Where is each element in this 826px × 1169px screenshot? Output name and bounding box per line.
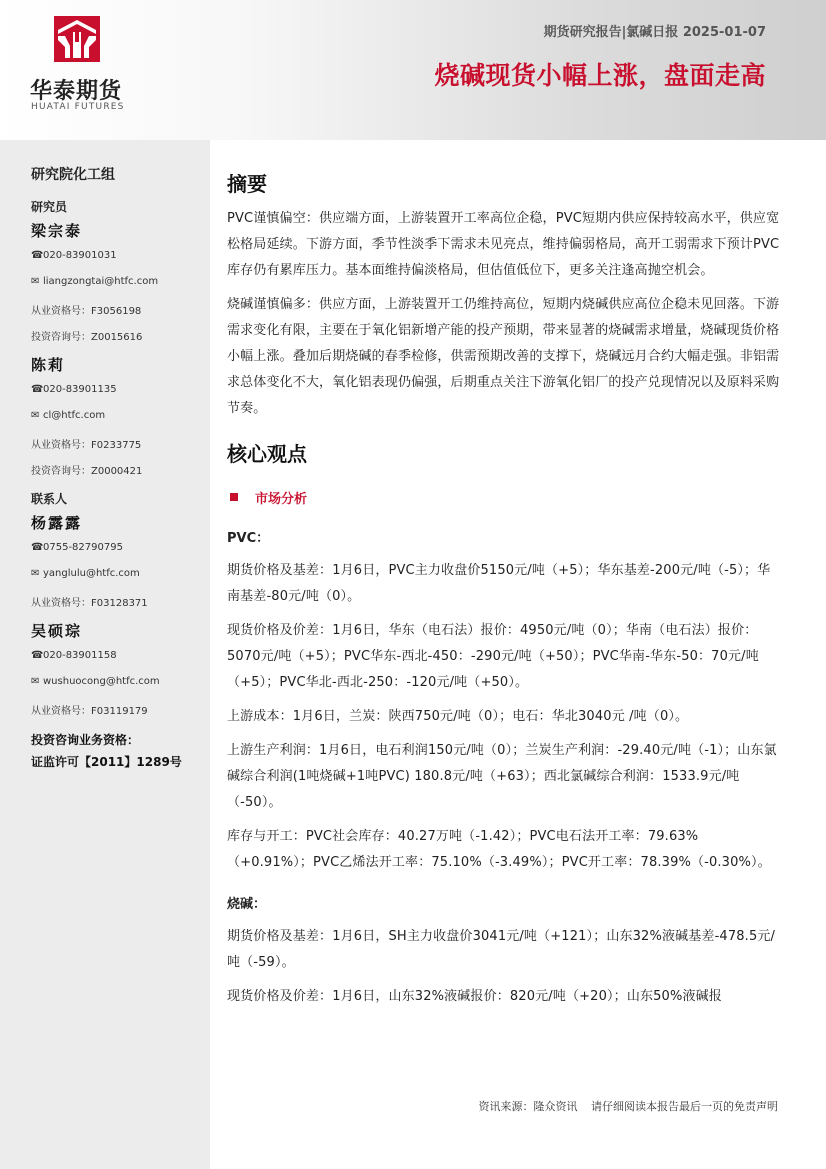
email-line: ✉ wushuocong@htfc.com bbox=[31, 676, 160, 687]
logo-chinese-name: 华泰期货 bbox=[30, 79, 123, 104]
phone-icon: ☎ bbox=[31, 250, 44, 261]
summary-pvc-paragraph: PVC谨慎偏空：供应端方面，上游装置开工率高位企稳，PVC短期内供应保持较高水平，供应宽松格局延续。下游方面，季节性淡季下需求未见亮点，维持偏弱格局，高开工弱需求下预计PVC库存仍有累库压力。基本面维持偏淡格局，但估值低位下，更多关注逢高抛空机会。 bbox=[227, 211, 780, 278]
envelope-icon: ✉ bbox=[31, 568, 40, 579]
business-qualification-title: 投资咨询业务资格： bbox=[31, 733, 140, 747]
summary-caustic-paragraph: 烧碱谨慎偏多：供应方面，上游装置开工仍维持高位，短期内烧碱供应高位企稳未见回落。下游需求变化有限，主要在于氧化铝新增产能的投产预期，带来显著的烧碱需求增量，烧碱现货价格小幅上涨。叠加后期烧碱的春季检修，供需预期改善的支撑下，烧碱远月合约大幅走强。非铝需求总体变化不大，氧化铝表现仍偏强，后期重点关注下游氧化铝厂的投产兑现情况以及原料采购节奏。 bbox=[227, 297, 780, 416]
phone-icon: ☎ bbox=[31, 650, 44, 661]
pvc-spot-paragraph: 现货价格及价差：1月6日，华东（电石法）报价：4950元/吨（0）；华南（电石法）报价：5070元/吨（+5）；PVC华东-西北-450：-290元/吨（+50）；PVC华南-华东-50：70元/吨（+5）；PVC华北-西北-250：-120元/吨（+50）。 bbox=[227, 623, 759, 690]
page-footer bbox=[469, 1098, 779, 1114]
research-group: 研究院化工组 bbox=[31, 167, 115, 183]
company-logo bbox=[30, 16, 130, 116]
researcher-name: 陈莉 bbox=[31, 356, 66, 374]
report-title: 烧碱现货小幅上涨，盘面走高 bbox=[434, 61, 766, 90]
report-body bbox=[227, 160, 782, 1018]
caustic-futures-paragraph: 期货价格及基差：1月6日，SH主力收盘价3041元/吨（+121）；山东32%液碱基差-478.5元/吨（-59）。 bbox=[227, 929, 776, 970]
summary-heading: 摘要 bbox=[227, 172, 267, 196]
qualification-number: 从业资格号：F03119179 bbox=[31, 706, 148, 717]
email-line: ✉ liangzongtai@htfc.com bbox=[31, 276, 159, 287]
qualification-number: 从业资格号：F3056198 bbox=[31, 306, 142, 317]
pvc-cost-paragraph: 上游成本：1月6日，兰炭：陕西750元/吨（0）；电石：华北3040元 /吨（0）。 bbox=[227, 709, 689, 724]
red-square-bullet-icon bbox=[230, 493, 238, 501]
phone-line: ☎ 020-83901158 bbox=[31, 650, 117, 661]
researcher-name: 梁宗泰 bbox=[31, 222, 83, 240]
role-researcher: 研究员 bbox=[31, 200, 68, 214]
email-line: ✉ yanglulu@htfc.com bbox=[31, 568, 140, 579]
data-source: 资讯来源：隆众资讯 bbox=[478, 1100, 578, 1113]
envelope-icon: ✉ bbox=[31, 410, 40, 421]
report-category-date: 期货研究报告|氯碱日报 2025-01-07 bbox=[543, 25, 766, 40]
investment-number: 投资咨询号：Z0015616 bbox=[31, 332, 143, 343]
core-view-heading: 核心观点 bbox=[227, 442, 307, 466]
author-sidebar bbox=[0, 140, 210, 1169]
email-line: ✉ cl@htfc.com bbox=[31, 410, 106, 421]
logo-english-name: HUATAI FUTURES bbox=[31, 102, 125, 112]
phone-line: ☎ 0755-82790795 bbox=[31, 542, 123, 553]
envelope-icon: ✉ bbox=[31, 676, 40, 687]
pvc-profit-paragraph: 上游生产利润：1月6日，电石利润150元/吨（0）；兰炭生产利润：-29.40元/吨（-1）；山东氯碱综合利润(1吨烧碱+1吨PVC) 180.8元/吨（+63）；西北氯碱综合利润：1533.9元/吨（-50）。 bbox=[227, 743, 777, 810]
caustic-spot-paragraph: 现货价格及价差：1月6日，山东32%液碱报价：820元/吨（+20）；山东50%液碱报 bbox=[227, 989, 722, 1004]
contact-name: 杨露露 bbox=[31, 514, 83, 532]
report-header bbox=[0, 0, 826, 140]
pvc-inventory-paragraph: 库存与开工：PVC社会库存：40.27万吨（-1.42）；PVC电石法开工率：79.63%（+0.91%）；PVC乙烯法开工率：75.10%（-3.49%）；PVC开工率：78.39%（-0.30%）。 bbox=[227, 829, 771, 870]
contact-name: 吴硕琮 bbox=[31, 622, 83, 640]
phone-line: ☎ 020-83901135 bbox=[31, 384, 117, 395]
envelope-icon: ✉ bbox=[31, 276, 40, 287]
phone-line: ☎ 020-83901031 bbox=[31, 250, 117, 261]
market-analysis-heading: 市场分析 bbox=[227, 476, 782, 518]
pvc-heading: PVC： bbox=[227, 531, 270, 546]
phone-icon: ☎ bbox=[31, 384, 44, 395]
caustic-heading: 烧碱： bbox=[227, 897, 267, 912]
huatai-logo-icon bbox=[54, 16, 100, 62]
qualification-number: 从业资格号：F03128371 bbox=[31, 598, 148, 609]
disclaimer-note: 请仔细阅读本报告最后一页的免责声明 bbox=[591, 1100, 778, 1113]
role-contact: 联系人 bbox=[31, 492, 68, 506]
phone-icon: ☎ bbox=[31, 542, 44, 553]
qualification-number: 从业资格号：F0233775 bbox=[31, 440, 142, 451]
pvc-futures-paragraph: 期货价格及基差：1月6日，PVC主力收盘价5150元/吨（+5）；华东基差-200元/吨（-5）；华南基差-80元/吨（0）。 bbox=[227, 563, 771, 604]
investment-number: 投资咨询号：Z0000421 bbox=[31, 466, 143, 477]
license-number: 证监许可【2011】1289号 bbox=[31, 755, 182, 769]
